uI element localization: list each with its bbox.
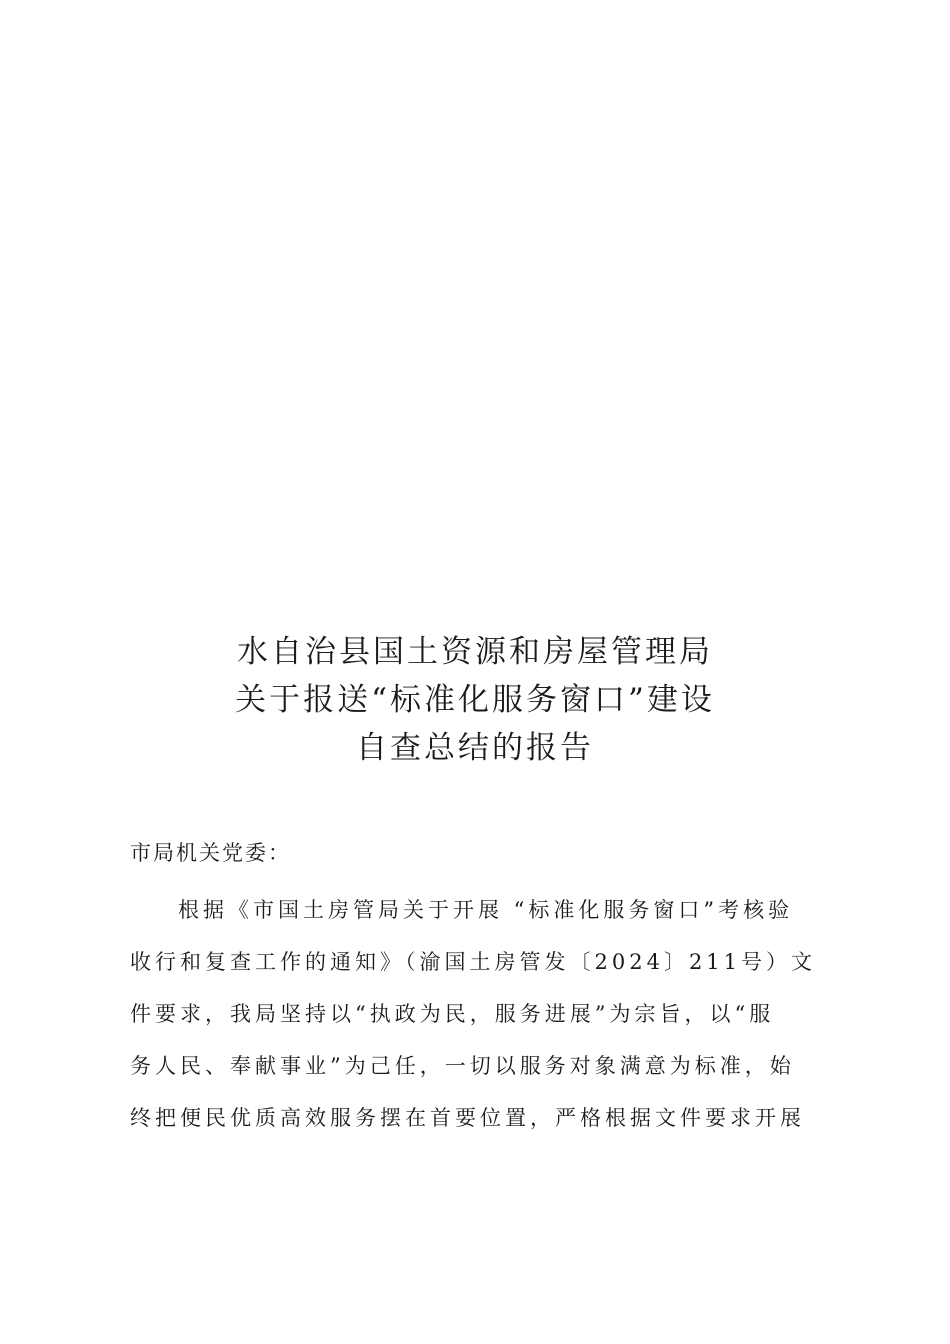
body-line-1: 根据《市国土房管局关于开展 “标准化服务窗口”考核验 <box>178 898 794 922</box>
title-line-1: 水自治县国土资源和房屋管理局 <box>237 634 713 670</box>
title-line-2: 关于报送“标准化服务窗口”建设 <box>235 682 715 718</box>
body-line-3: 件要求，我局坚持以“执政为民，服务进展”为宗旨，以“服 <box>130 1002 775 1026</box>
salutation: 市局机关党委： <box>130 841 291 865</box>
body-line-5: 终把便民优质高效服务摆在首要位置，严格根据文件要求开展 <box>130 1106 805 1130</box>
body-line-2: 收行和复查工作的通知》（渝国土房管发〔2024〕211号）文 <box>130 950 817 974</box>
body-line-4: 务人民、奉献事业”为己任，一切以服务对象满意为标准，始 <box>130 1054 795 1078</box>
title-line-3: 自查总结的报告 <box>356 730 594 766</box>
document-title <box>0 628 950 772</box>
body-paragraph <box>130 884 830 1144</box>
